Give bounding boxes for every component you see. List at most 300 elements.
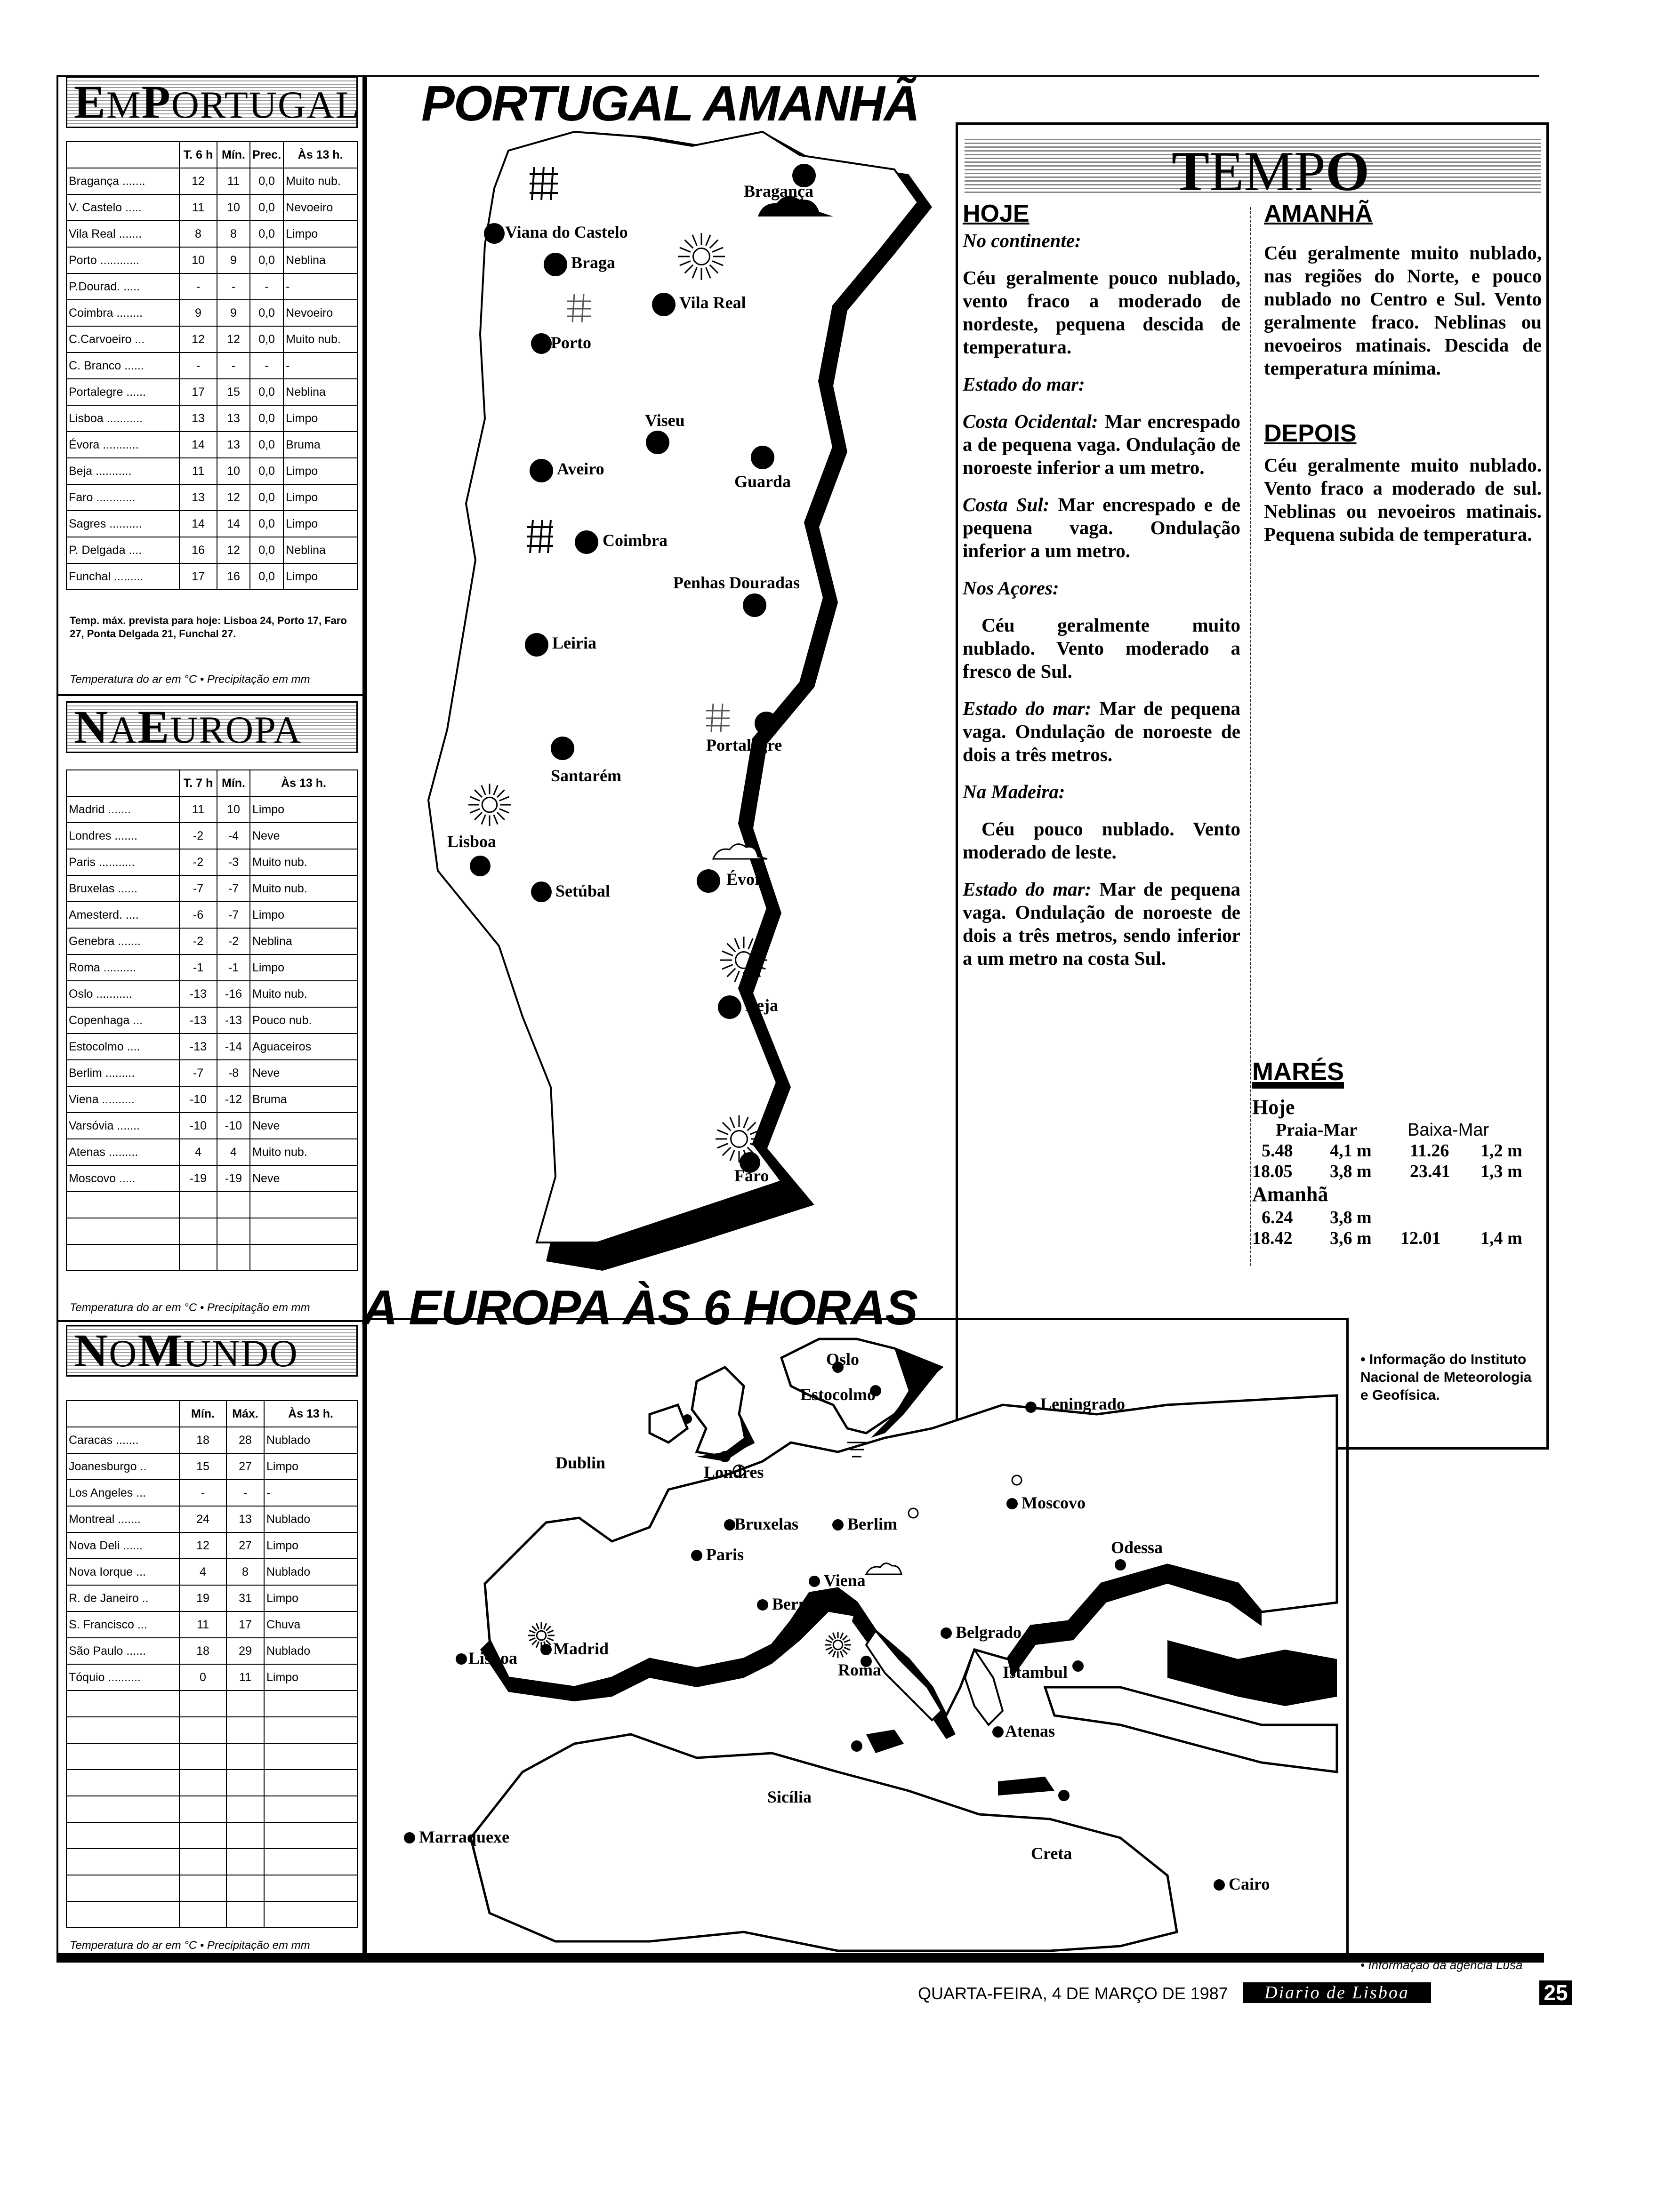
column-header: Às 13 h. bbox=[264, 1401, 357, 1427]
table-cell: 0,0 bbox=[250, 432, 283, 458]
table-cell-city: Genebra ....... bbox=[66, 928, 179, 954]
depois-text: Céu geralmente muito nublado. Vento fraco a moderado de sul. Neblinas ou nevoeiros matinais. Pequena subida de temperatura. bbox=[1264, 454, 1542, 545]
amanha-column bbox=[1264, 202, 1542, 560]
table-cell bbox=[66, 1743, 179, 1770]
table-cell-city: Évora ........... bbox=[66, 432, 179, 458]
table-cell bbox=[264, 1770, 357, 1796]
city-label-berlim: Berlim bbox=[847, 1515, 897, 1533]
table-header-row bbox=[66, 1401, 357, 1427]
na-europa-heading: NAEUROPA bbox=[66, 701, 358, 753]
column-header: Máx. bbox=[226, 1401, 264, 1427]
table-cell bbox=[264, 1743, 357, 1770]
city-dot bbox=[743, 593, 766, 617]
table-row bbox=[66, 1559, 357, 1585]
table-cell: 13 bbox=[217, 405, 250, 432]
city-label-guarda: Guarda bbox=[734, 472, 791, 491]
table-cell: Pouco nub. bbox=[250, 1007, 357, 1034]
table-cell: Neve bbox=[250, 823, 357, 849]
table-cell-city: Nova Iorque ... bbox=[66, 1559, 179, 1585]
table-row-empty bbox=[66, 1822, 357, 1849]
city-dot bbox=[724, 1519, 735, 1531]
table-cell bbox=[66, 1796, 179, 1822]
column-header: Às 13 h. bbox=[250, 770, 357, 796]
table-cell: - bbox=[179, 353, 217, 379]
madeira-text: Céu pouco nublado. Vento moderado de leste. bbox=[963, 818, 1240, 863]
table-cell: -7 bbox=[179, 875, 217, 902]
mar-label: Estado do mar: bbox=[963, 373, 1085, 395]
table-cell: 12 bbox=[179, 168, 217, 194]
europe-source-note: • Informação da agência Lusa bbox=[1360, 1958, 1523, 1972]
table-cell: Neve bbox=[250, 1113, 357, 1139]
city-dot bbox=[531, 882, 552, 902]
city-dot bbox=[1006, 1498, 1018, 1509]
no-mundo-heading: NOMUNDO bbox=[66, 1325, 358, 1377]
unit-note: Temperatura do ar em °C • Precipitação em mm bbox=[70, 1939, 310, 1952]
table-cell: Nublado bbox=[264, 1427, 357, 1453]
city-label-marraquexe: Marraquexe bbox=[419, 1827, 509, 1846]
table-cell-city: Faro ............ bbox=[66, 484, 179, 511]
acores-mar-text: Mar de pequena vaga. Ondulação de noroeste de dois a três metros. bbox=[963, 697, 1241, 765]
column-header: T. 6 h bbox=[179, 142, 217, 168]
table-cell: 31 bbox=[226, 1585, 264, 1611]
table-cell: -3 bbox=[217, 849, 250, 875]
table-cell-city: Roma .......... bbox=[66, 954, 179, 981]
table-cell bbox=[179, 1192, 217, 1218]
table-row bbox=[66, 875, 357, 902]
baixa-mar-label: Baixa-Mar bbox=[1408, 1120, 1489, 1140]
table-cell: -19 bbox=[179, 1165, 217, 1192]
city-label-faro: Faro bbox=[734, 1166, 769, 1185]
city-dot bbox=[404, 1832, 415, 1843]
table-row bbox=[66, 273, 357, 300]
city-label-odessa: Odessa bbox=[1111, 1538, 1163, 1557]
city-label-atenas: Atenas bbox=[1005, 1722, 1055, 1740]
table-cell: 11 bbox=[179, 194, 217, 221]
table-cell: 18 bbox=[179, 1638, 226, 1664]
city-dot bbox=[718, 995, 741, 1019]
table-cell: 10 bbox=[217, 194, 250, 221]
table-cell: 9 bbox=[217, 300, 250, 326]
column-header: Às 13 h. bbox=[283, 142, 357, 168]
land-shadow bbox=[1167, 1640, 1337, 1706]
table-cell: - bbox=[226, 1480, 264, 1506]
table-cell: Nublado bbox=[264, 1506, 357, 1532]
amanha-title: AMANHÃ bbox=[1264, 200, 1373, 227]
table-row bbox=[66, 1427, 357, 1453]
table-cell: Muito nub. bbox=[283, 326, 357, 353]
table-row-empty bbox=[66, 1796, 357, 1822]
table-cell: 12 bbox=[179, 326, 217, 353]
city-label-sicilia: Sicília bbox=[767, 1787, 812, 1806]
madeira-mar-label: Estado do mar: bbox=[963, 878, 1092, 900]
table-cell-city: Bruxelas ...... bbox=[66, 875, 179, 902]
table-cell: Limpo bbox=[264, 1453, 357, 1480]
table-header-row bbox=[66, 770, 357, 796]
table-cell-city: Varsóvia ....... bbox=[66, 1113, 179, 1139]
table-cell: - bbox=[179, 1480, 226, 1506]
table-cell: Nublado bbox=[264, 1638, 357, 1664]
table-cell: 13 bbox=[179, 405, 217, 432]
table-cell: 0,0 bbox=[250, 221, 283, 247]
praia-mar-label: Praia-Mar bbox=[1276, 1120, 1358, 1140]
table-cell: 11 bbox=[179, 458, 217, 484]
sul-text: Mar encrespado e de pequena vaga. Ondulação inferior a um metro. bbox=[963, 494, 1240, 561]
column-header: Prec. bbox=[250, 142, 283, 168]
city-dot bbox=[851, 1740, 862, 1752]
table-cell: 0,0 bbox=[250, 326, 283, 353]
mares-title: MARÉS bbox=[1252, 1061, 1344, 1089]
column-header bbox=[66, 142, 179, 168]
city-dot bbox=[530, 459, 553, 482]
table-cell bbox=[66, 1717, 179, 1743]
city-dot bbox=[646, 431, 669, 454]
table-cell: 12 bbox=[217, 537, 250, 563]
table-cell bbox=[179, 1770, 226, 1796]
amanha-text: Céu geralmente muito nublado, nas regiões do Norte, e pouco nublado no Centro e Sul. Vento geralmente fraco. Neblinas ou nevoeiros matinais. Descida de temperatura mínima. bbox=[1264, 242, 1542, 379]
hoje-title: HOJE bbox=[963, 200, 1030, 227]
table-cell: Nevoeiro bbox=[283, 194, 357, 221]
table-row bbox=[66, 1453, 357, 1480]
city-label-oslo: Oslo bbox=[826, 1350, 860, 1369]
table-row bbox=[66, 1585, 357, 1611]
table-cell: Muito nub. bbox=[250, 849, 357, 875]
table-cell: - bbox=[217, 273, 250, 300]
table-row bbox=[66, 247, 357, 273]
city-label-santarem: Santarém bbox=[551, 766, 621, 785]
table-cell: -14 bbox=[217, 1034, 250, 1060]
table-cell: -6 bbox=[179, 902, 217, 928]
city-dot bbox=[832, 1519, 844, 1531]
city-dot bbox=[531, 333, 552, 354]
table-cell: 16 bbox=[217, 563, 250, 590]
city-label-setubal: Setúbal bbox=[555, 882, 611, 900]
table-cell: Neve bbox=[250, 1060, 357, 1086]
city-label-paris: Paris bbox=[706, 1545, 744, 1564]
table-cell bbox=[179, 1901, 226, 1928]
city-label-roma: Roma bbox=[838, 1660, 881, 1679]
table-cell bbox=[264, 1717, 357, 1743]
table-cell bbox=[179, 1717, 226, 1743]
city-label-braganca: Bragança bbox=[744, 182, 813, 200]
city-label-leningrado: Leningrado bbox=[1040, 1395, 1126, 1413]
column-header: Mín. bbox=[217, 770, 250, 796]
city-label-braga: Braga bbox=[571, 253, 615, 272]
table-cell: 11 bbox=[226, 1664, 264, 1691]
forecast-note: Temp. máx. prevista para hoje: Lisboa 24, Porto 17, Faro 27, Ponta Delgada 21, Funchal 27. bbox=[70, 615, 347, 640]
table-cell: 10 bbox=[217, 796, 250, 823]
table-cell-city: Lisboa ........... bbox=[66, 405, 179, 432]
table-row bbox=[66, 928, 357, 954]
table-row bbox=[66, 537, 357, 563]
table-row bbox=[66, 1664, 357, 1691]
table-cell-city: Estocolmo .... bbox=[66, 1034, 179, 1060]
table-cell bbox=[250, 1192, 357, 1218]
city-label-penhas-douradas: Penhas Douradas bbox=[673, 573, 800, 592]
table-cell: 14 bbox=[179, 511, 217, 537]
table-cell-city: Los Angeles ... bbox=[66, 1480, 179, 1506]
table-cell-city: Coimbra ........ bbox=[66, 300, 179, 326]
table-row bbox=[66, 484, 357, 511]
table-cell: -13 bbox=[217, 1007, 250, 1034]
table-cell bbox=[226, 1822, 264, 1849]
table-cell bbox=[179, 1849, 226, 1875]
table-cell bbox=[250, 1218, 357, 1244]
table-cell: 0,0 bbox=[250, 300, 283, 326]
table-cell: 0,0 bbox=[250, 458, 283, 484]
table-cell bbox=[226, 1717, 264, 1743]
table-cell-city: R. de Janeiro .. bbox=[66, 1585, 179, 1611]
city-dot bbox=[1025, 1402, 1037, 1413]
table-cell: 9 bbox=[217, 247, 250, 273]
table-cell: 27 bbox=[226, 1532, 264, 1559]
table-row bbox=[66, 796, 357, 823]
table-cell: 4 bbox=[179, 1559, 226, 1585]
city-label-bruxelas: Bruxelas bbox=[734, 1515, 799, 1533]
hoje-column bbox=[963, 202, 1240, 984]
table-row-empty bbox=[66, 1717, 357, 1743]
table-row-empty bbox=[66, 1218, 357, 1244]
portugal-map-title: PORTUGAL AMANHÃ bbox=[421, 76, 919, 131]
table-cell: - bbox=[250, 353, 283, 379]
table-cell bbox=[179, 1218, 217, 1244]
table-cell bbox=[264, 1796, 357, 1822]
table-cell: 29 bbox=[226, 1638, 264, 1664]
table-cell-city: Portalegre ...... bbox=[66, 379, 179, 405]
europe-map bbox=[367, 1320, 1346, 1960]
table-cell bbox=[264, 1822, 357, 1849]
table-cell: Limpo bbox=[250, 954, 357, 981]
madeira-label: Na Madeira: bbox=[963, 781, 1065, 802]
page-date: QUARTA-FEIRA, 4 DE MARÇO DE 1987 bbox=[918, 1984, 1228, 2003]
table-cell: Muito nub. bbox=[250, 981, 357, 1007]
mares-hoje-label: Hoje bbox=[1252, 1096, 1295, 1119]
city-dot bbox=[575, 530, 598, 554]
sun-icon bbox=[825, 1632, 851, 1658]
table-row bbox=[66, 1086, 357, 1113]
table-cell: Muito nub. bbox=[250, 1139, 357, 1165]
table-cell-city: Nova Deli ...... bbox=[66, 1532, 179, 1559]
city-label-istambul: Istambul bbox=[1003, 1663, 1068, 1682]
tide-row: 5.48 4,1 m 11.26 1,2 m bbox=[1262, 1141, 1522, 1161]
table-cell: -7 bbox=[217, 902, 250, 928]
land-crete bbox=[998, 1777, 1054, 1795]
table-cell bbox=[264, 1875, 357, 1901]
table-cell: 11 bbox=[179, 1611, 226, 1638]
city-dot bbox=[484, 223, 505, 244]
city-dot bbox=[456, 1653, 467, 1665]
table-cell-city: Beja ........... bbox=[66, 458, 179, 484]
city-label-dublin: Dublin bbox=[555, 1453, 606, 1472]
land-africa bbox=[471, 1734, 1177, 1951]
table-cell: 17 bbox=[179, 379, 217, 405]
city-label-viena: Viena bbox=[824, 1571, 866, 1590]
table-cell: Limpo bbox=[250, 796, 357, 823]
table-row bbox=[66, 458, 357, 484]
city-label-vila-real: Vila Real bbox=[679, 293, 746, 312]
table-cell bbox=[179, 1244, 217, 1271]
mares-source-note: • Informação do Instituto Nacional de Meteorologia e Geofísica. bbox=[1360, 1352, 1532, 1403]
table-cell: -10 bbox=[217, 1113, 250, 1139]
city-dot bbox=[757, 1599, 768, 1611]
table-row bbox=[66, 300, 357, 326]
table-cell: Limpo bbox=[264, 1532, 357, 1559]
table-row bbox=[66, 353, 357, 379]
sul-label: Costa Sul: bbox=[963, 494, 1050, 515]
table-cell: 15 bbox=[217, 379, 250, 405]
table-header-row bbox=[66, 142, 357, 168]
table-row bbox=[66, 954, 357, 981]
table-cell: 27 bbox=[226, 1453, 264, 1480]
city-label-cairo: Cairo bbox=[1229, 1875, 1270, 1893]
table-cell bbox=[179, 1875, 226, 1901]
table-row-empty bbox=[66, 1244, 357, 1271]
tempo-heading: TEMPO bbox=[965, 139, 1541, 195]
city-dot bbox=[809, 1576, 820, 1587]
table-cell: Limpo bbox=[283, 221, 357, 247]
table-row bbox=[66, 405, 357, 432]
europe-map-title: A EUROPA ÀS 6 HORAS bbox=[362, 1281, 918, 1335]
table-cell: 8 bbox=[217, 221, 250, 247]
table-cell: -4 bbox=[217, 823, 250, 849]
table-cell: Neblina bbox=[283, 537, 357, 563]
table-cell: 0,0 bbox=[250, 168, 283, 194]
continente-label: No continente: bbox=[963, 230, 1081, 251]
table-cell bbox=[217, 1244, 250, 1271]
table-cell bbox=[66, 1875, 179, 1901]
table-row bbox=[66, 221, 357, 247]
city-label-madrid: Madrid bbox=[553, 1639, 609, 1658]
table-row-empty bbox=[66, 1743, 357, 1770]
acores-text: Céu geralmente muito nublado. Vento moderado a fresco de Sul. bbox=[963, 614, 1240, 682]
city-dot bbox=[691, 1550, 702, 1561]
city-label-aveiro: Aveiro bbox=[557, 459, 604, 478]
table-cell: Neblina bbox=[250, 928, 357, 954]
table-cell: 14 bbox=[217, 511, 250, 537]
table-cell-city: Funchal ......... bbox=[66, 563, 179, 590]
table-cell: 12 bbox=[217, 484, 250, 511]
table-cell: -2 bbox=[179, 849, 217, 875]
city-dot bbox=[1072, 1660, 1084, 1672]
table-row bbox=[66, 326, 357, 353]
table-row bbox=[66, 1034, 357, 1060]
table-cell bbox=[226, 1770, 264, 1796]
city-dot bbox=[1115, 1559, 1126, 1571]
table-cell: 8 bbox=[226, 1559, 264, 1585]
ocidental-label: Costa Ocidental: bbox=[963, 410, 1098, 432]
no-mundo-table bbox=[66, 1400, 358, 1928]
masthead-logo: Diario de Lisboa bbox=[1243, 1982, 1431, 2003]
table-cell bbox=[66, 1691, 179, 1717]
city-dot bbox=[551, 737, 574, 760]
table-cell-city: C.Carvoeiro ... bbox=[66, 326, 179, 353]
table-cell: - bbox=[250, 273, 283, 300]
table-cell bbox=[66, 1849, 179, 1875]
table-cell: -8 bbox=[217, 1060, 250, 1086]
table-cell: Neblina bbox=[283, 247, 357, 273]
column-header: Mín. bbox=[217, 142, 250, 168]
table-row bbox=[66, 563, 357, 590]
table-cell: -7 bbox=[179, 1060, 217, 1086]
land-ireland bbox=[650, 1405, 687, 1443]
table-cell-city: Tóquio .......... bbox=[66, 1664, 179, 1691]
table-row bbox=[66, 379, 357, 405]
section-divider bbox=[56, 1320, 367, 1322]
table-cell: - bbox=[217, 353, 250, 379]
table-cell: - bbox=[264, 1480, 357, 1506]
table-cell: -13 bbox=[179, 1034, 217, 1060]
city-label-viseu: Viseu bbox=[645, 411, 685, 430]
table-cell: 11 bbox=[217, 168, 250, 194]
table-cell bbox=[179, 1691, 226, 1717]
table-cell-city: Berlim ......... bbox=[66, 1060, 179, 1086]
tide-row: 18.42 3,6 m 12.01 1,4 m bbox=[1252, 1228, 1522, 1248]
table-cell: 17 bbox=[226, 1611, 264, 1638]
city-label-evora: Évora bbox=[726, 870, 771, 889]
table-cell bbox=[66, 1901, 179, 1928]
table-cell: -1 bbox=[217, 954, 250, 981]
table-cell: 13 bbox=[217, 432, 250, 458]
table-cell-city: Vila Real ....... bbox=[66, 221, 179, 247]
table-cell: -19 bbox=[217, 1165, 250, 1192]
table-cell bbox=[264, 1691, 357, 1717]
table-cell-city: Oslo ........... bbox=[66, 981, 179, 1007]
table-cell-city: S. Francisco ... bbox=[66, 1611, 179, 1638]
city-dot bbox=[470, 856, 491, 876]
table-cell-city: V. Castelo ..... bbox=[66, 194, 179, 221]
table-row bbox=[66, 981, 357, 1007]
table-cell: 13 bbox=[179, 484, 217, 511]
table-cell-city: Madrid ....... bbox=[66, 796, 179, 823]
unit-note: Temperatura do ar em °C • Precipitação em mm bbox=[70, 673, 310, 686]
table-cell-city: Viena .......... bbox=[66, 1086, 179, 1113]
table-cell bbox=[264, 1901, 357, 1928]
table-cell bbox=[226, 1743, 264, 1770]
column-header bbox=[66, 1401, 179, 1427]
table-cell-city: Porto ............ bbox=[66, 247, 179, 273]
table-cell-city: Amesterd. .... bbox=[66, 902, 179, 928]
table-cell-city: Joanesburgo .. bbox=[66, 1453, 179, 1480]
city-label-beja: Beja bbox=[745, 996, 778, 1015]
city-dot bbox=[697, 869, 720, 893]
table-cell: Limpo bbox=[264, 1664, 357, 1691]
table-cell: 0,0 bbox=[250, 537, 283, 563]
em-portugal-table bbox=[66, 141, 358, 590]
table-cell-city: São Paulo ...... bbox=[66, 1638, 179, 1664]
table-cell: Limpo bbox=[283, 405, 357, 432]
city-dot bbox=[544, 253, 567, 276]
table-row bbox=[66, 168, 357, 194]
table-cell: 0,0 bbox=[250, 563, 283, 590]
table-cell: 11 bbox=[179, 796, 217, 823]
table-cell-city: Londres ....... bbox=[66, 823, 179, 849]
table-cell bbox=[226, 1875, 264, 1901]
table-cell: Bruma bbox=[250, 1086, 357, 1113]
table-cell: 12 bbox=[217, 326, 250, 353]
city-dot bbox=[652, 293, 676, 316]
table-cell: 0,0 bbox=[250, 247, 283, 273]
table-cell: -12 bbox=[217, 1086, 250, 1113]
land-greece bbox=[965, 1650, 1003, 1725]
table-row bbox=[66, 1532, 357, 1559]
table-cell: 9 bbox=[179, 300, 217, 326]
table-cell: 0,0 bbox=[250, 484, 283, 511]
city-dot bbox=[683, 1414, 692, 1424]
city-dot bbox=[719, 1451, 731, 1462]
table-row bbox=[66, 823, 357, 849]
table-cell: 0,0 bbox=[250, 405, 283, 432]
table-row bbox=[66, 1638, 357, 1664]
table-cell: - bbox=[283, 353, 357, 379]
